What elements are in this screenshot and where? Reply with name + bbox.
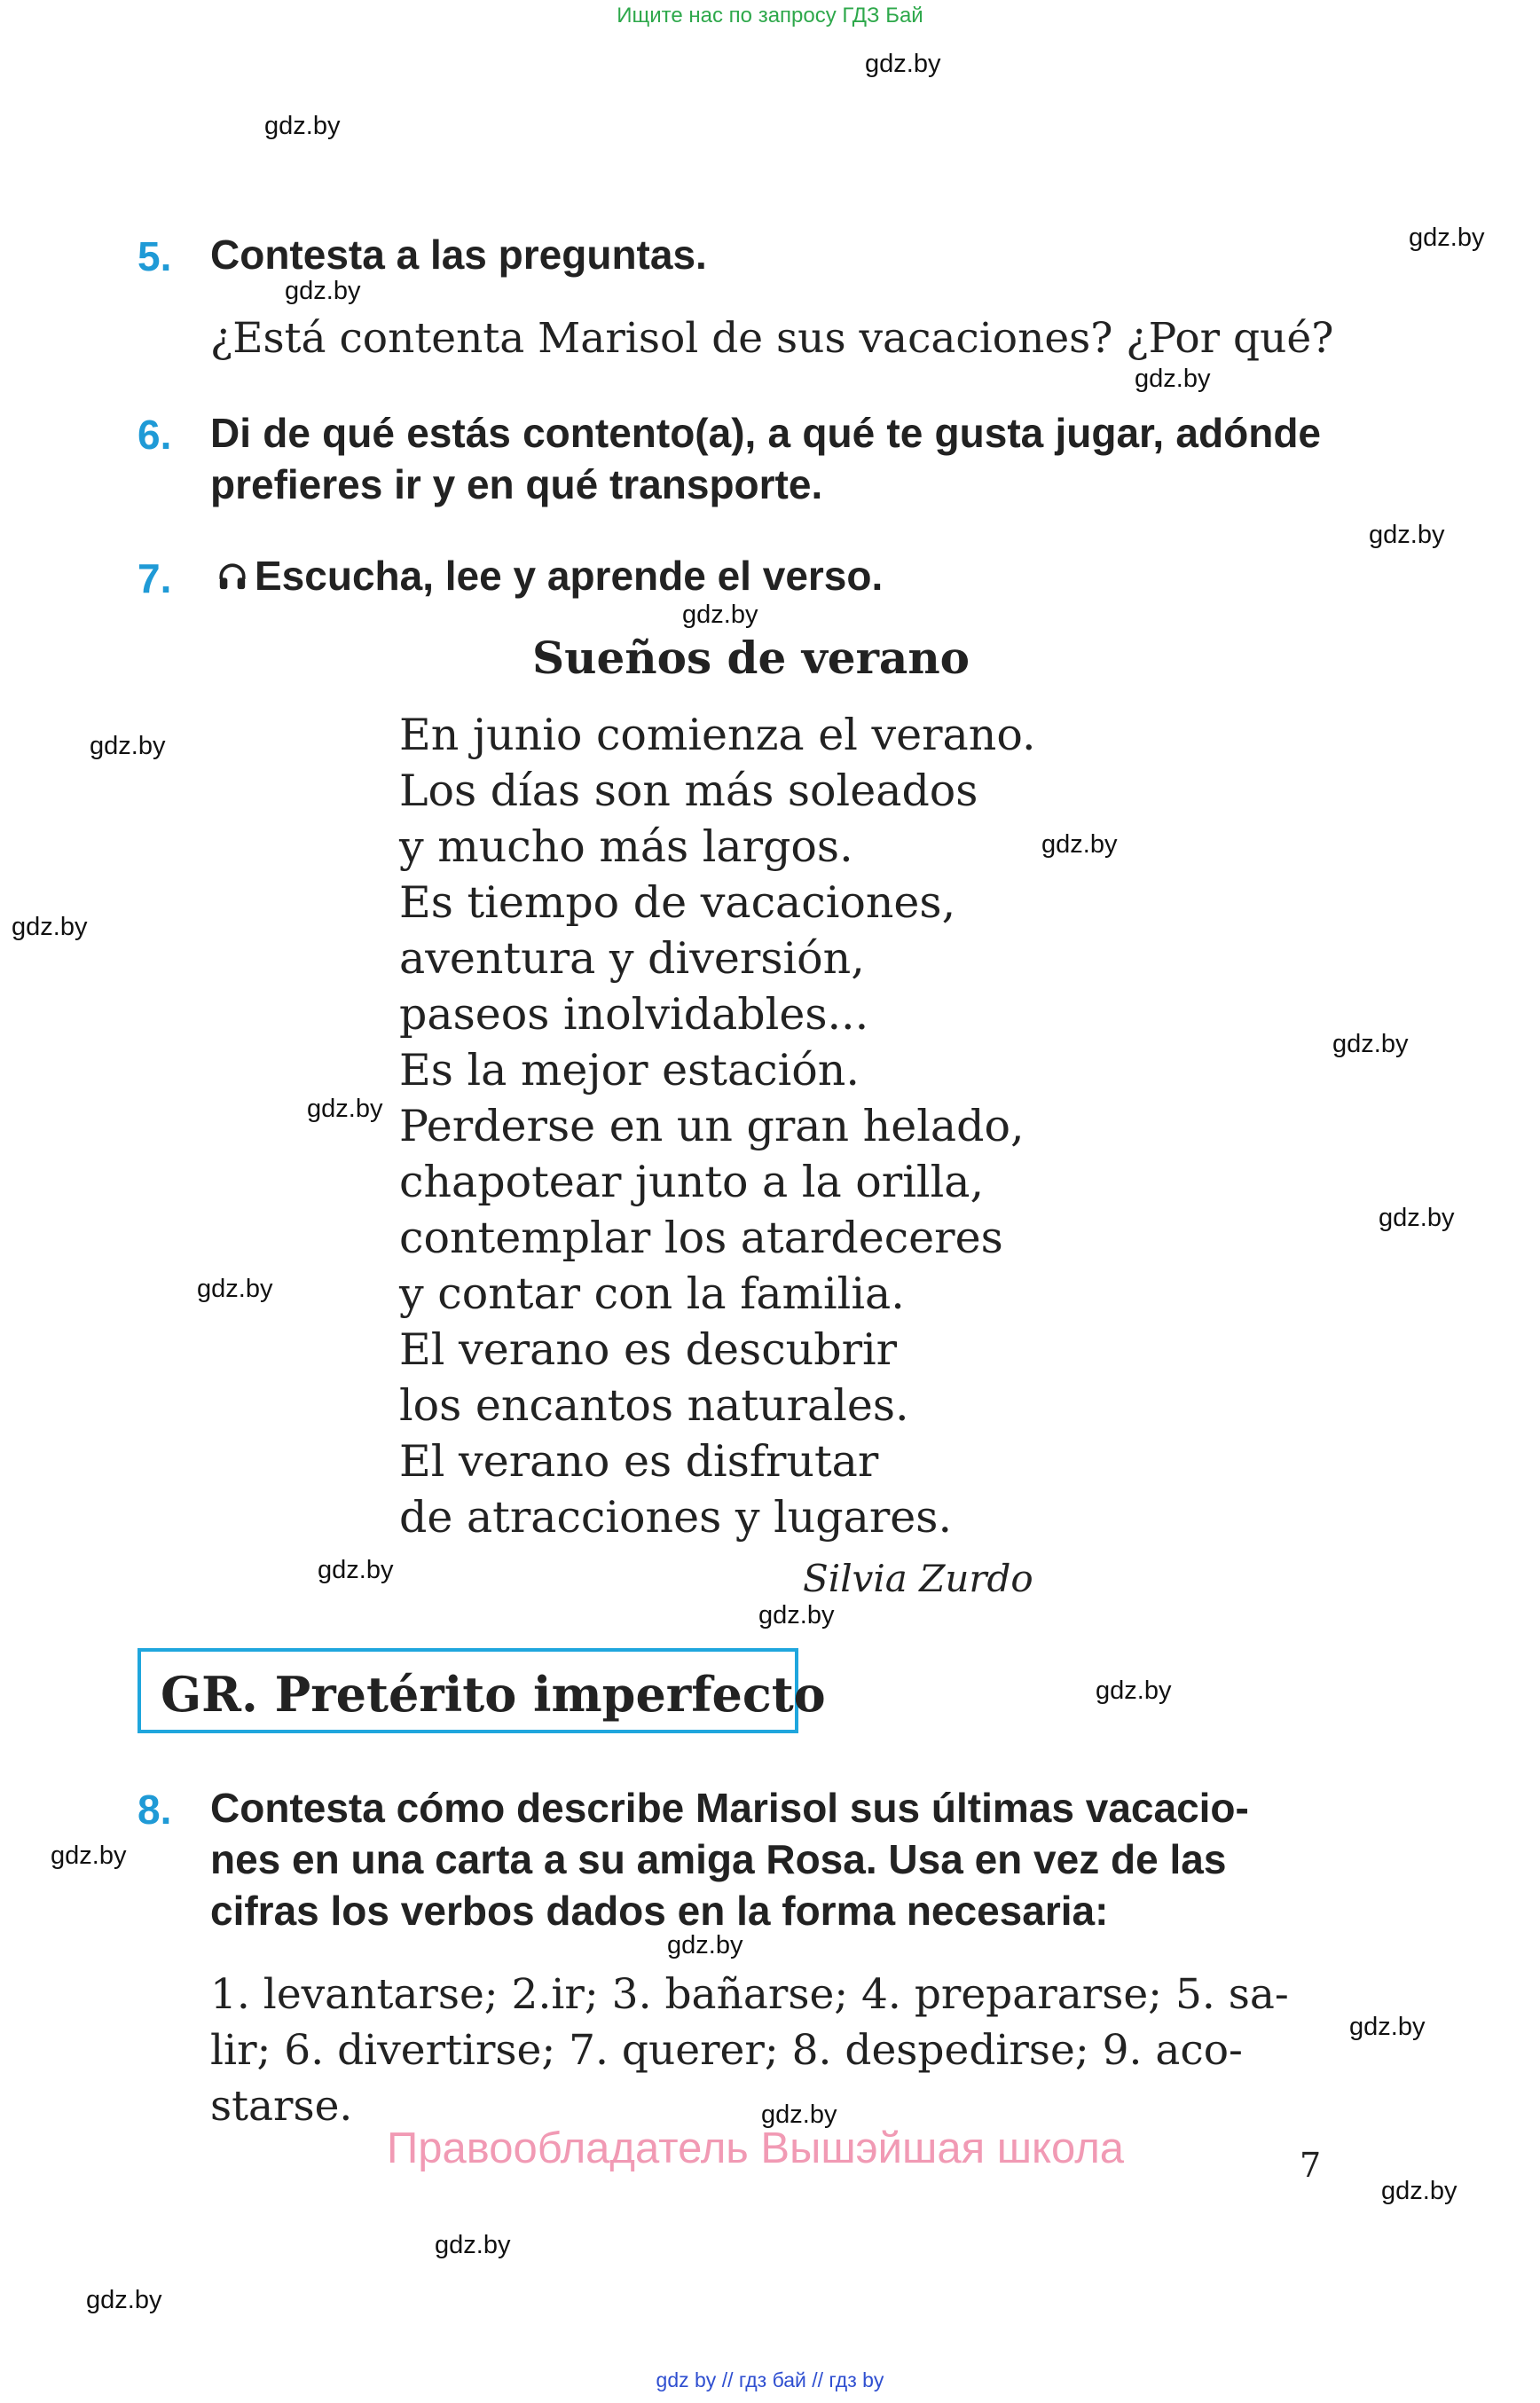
watermark: gdz.by xyxy=(1379,1204,1455,1232)
poem-line: y mucho más largos. xyxy=(399,821,853,872)
poem-line: chapotear junto a la orilla, xyxy=(399,1157,985,1207)
headphones-icon xyxy=(217,561,248,592)
task-number: 8. xyxy=(138,1787,172,1833)
watermark: gdz.by xyxy=(1041,830,1118,859)
watermark: gdz.by xyxy=(758,1601,835,1629)
instruction-line: nes en una carta a su amiga Rosa. Usa en vez de las xyxy=(210,1836,1227,1882)
watermark: gdz.by xyxy=(318,1556,394,1584)
footer-links[interactable]: gdz by // гдз бай // гдз by xyxy=(656,2368,884,2391)
task-number: 7. xyxy=(138,555,172,601)
watermark: gdz.by xyxy=(12,913,88,941)
copyright-notice: Правообладатель Вышэйшая школа xyxy=(387,2124,1125,2172)
verbs-line: 1. levantarse; 2.ir; 3. bañarse; 4. prepararse; 5. sa- xyxy=(210,1970,1289,2019)
instruction-line: Contesta cómo describe Marisol sus últimas vacacio- xyxy=(210,1785,1249,1831)
poem-line: paseos inolvidables... xyxy=(399,989,869,1040)
poem-author: Silvia Zurdo xyxy=(803,1557,1033,1600)
grammar-box xyxy=(138,1648,826,1733)
task-instruction xyxy=(210,1782,1249,1936)
watermark: gdz.by xyxy=(1349,2013,1426,2041)
poem-line: Es la mejor estación. xyxy=(399,1045,860,1095)
watermark: gdz.by xyxy=(682,601,758,629)
poem-line: y contar con la familia. xyxy=(399,1268,905,1319)
task-instruction: Di de qué estás contento(a), a qué te gusta jugar, adónde prefieres ir y en qué transporte. xyxy=(210,410,1321,507)
watermark: gdz.by xyxy=(51,1842,127,1870)
watermark: gdz.by xyxy=(435,2231,511,2259)
page-number: 7 xyxy=(1300,2146,1322,2185)
task-instruction: Escucha, lee y aprende el verso. xyxy=(255,553,884,599)
watermark: gdz.by xyxy=(1369,521,1445,549)
poem-line: contemplar los atardeceres xyxy=(399,1213,1003,1263)
poem-line: Es tiempo de vacaciones, xyxy=(399,877,956,928)
poem-line: El verano es disfrutar xyxy=(399,1436,879,1487)
verbs-line: starse. xyxy=(210,2082,353,2131)
poem-line: Perderse en un gran helado, xyxy=(399,1101,1025,1151)
poem-title: Sueños de verano xyxy=(532,632,970,684)
verbs-list xyxy=(210,1967,1289,2134)
grammar-title: GR. Pretérito imperfecto xyxy=(161,1666,826,1723)
poem-line: Los días son más soleados xyxy=(399,766,978,816)
top-banner: Ищите нас по запросу ГДЗ Бай xyxy=(617,4,923,27)
watermark: gdz.by xyxy=(307,1095,383,1123)
watermark: gdz.by xyxy=(761,2101,837,2129)
watermark: gdz.by xyxy=(1381,2177,1458,2205)
task-instruction-row xyxy=(217,550,883,601)
watermark: gdz.by xyxy=(285,277,361,305)
poem-line: aventura y diversión, xyxy=(399,933,865,984)
task-number: 6. xyxy=(138,412,172,458)
watermark: gdz.by xyxy=(264,112,341,140)
poem-line: El verano es descubrir xyxy=(399,1324,898,1375)
task-instruction: Contesta a las preguntas. xyxy=(210,232,707,278)
watermark: gdz.by xyxy=(86,2286,162,2314)
verbs-line: lir; 6. divertirse; 7. querer; 8. despedirse; 9. aco- xyxy=(210,2026,1243,2075)
watermark: gdz.by xyxy=(1409,224,1485,252)
question-text: ¿Está contenta Marisol de sus vacaciones? ¿Por qué? xyxy=(210,314,1334,363)
watermark: gdz.by xyxy=(667,1931,743,1959)
watermark: gdz.by xyxy=(865,50,941,78)
watermark: gdz.by xyxy=(197,1275,273,1303)
poem-line: de atracciones y lugares. xyxy=(399,1492,953,1543)
task-number: 5. xyxy=(138,233,172,279)
poem-line: los encantos naturales. xyxy=(399,1380,909,1431)
watermark: gdz.by xyxy=(1135,365,1211,393)
poem-line: En junio comienza el verano. xyxy=(399,710,1036,760)
watermark: gdz.by xyxy=(90,732,166,760)
watermark: gdz.by xyxy=(1096,1677,1172,1705)
poem-body xyxy=(399,707,1036,1545)
instruction-line: cifras los verbos dados en la forma necesaria: xyxy=(210,1888,1109,1934)
watermark: gdz.by xyxy=(1332,1030,1409,1058)
